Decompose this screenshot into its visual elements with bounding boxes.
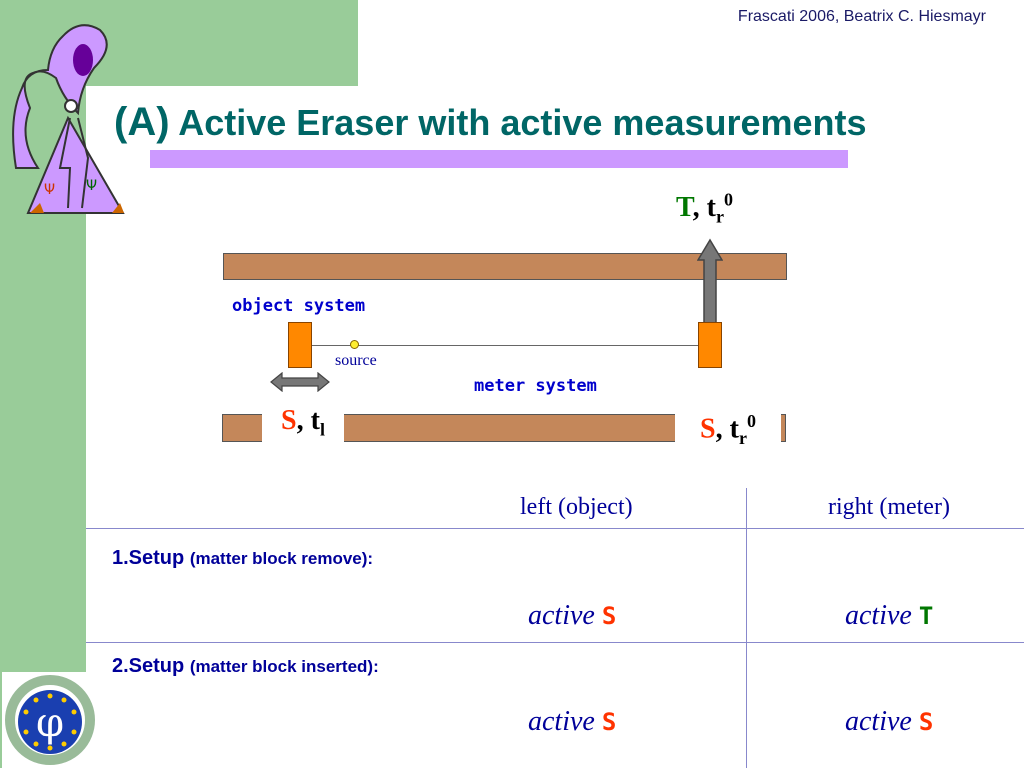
setup-2-right-word: active [845,706,912,737]
right-bottom-label [675,402,781,448]
column-header-left: left (object) [520,494,633,520]
table-column-divider [746,488,747,768]
setup-2-title: 2.Setup [112,655,185,677]
setup-1-left-letter: S [601,602,617,630]
conference-logo-icon [2,672,98,768]
setup-2-right-letter: S [918,708,934,736]
left-label-sub: l [319,419,325,440]
slide-title [114,100,867,145]
object-system-label: object system [232,296,366,316]
top-label-letter: T [676,192,693,224]
svg-text:φ: φ [35,700,65,746]
title-text: Active Eraser with active measurements [178,102,867,143]
source-label: source [335,352,377,369]
title-prefix: (A) [114,100,170,144]
setup-1-left-word: active [528,600,595,631]
left-label-letter: S [281,405,297,436]
source-dot [350,340,359,349]
top-detector-label [676,190,733,228]
setup-1-note: (matter block remove): [189,549,374,568]
top-label-sup: 0 [723,190,733,210]
setup-2-left-word: active [528,706,595,737]
meter-system-label: meter system [474,376,597,396]
setup-2-label [112,655,379,678]
author-line: Frascati 2006, Beatrix C. Hiesmayr [737,8,986,25]
setup-1-title: 1.Setup [112,547,185,569]
right-label-sup: 0 [746,411,756,431]
left-label-rest: , t [296,405,320,436]
setup-1-label [112,547,373,570]
svg-text:Ψ: Ψ [86,178,98,194]
setup-1-right-word: active [845,600,912,631]
setup-2-left-letter: S [601,708,617,736]
setup-1-right-value [845,600,933,632]
setup-1-right-letter: T [918,602,934,630]
beam-line [312,345,698,346]
setup-2-right-value [845,706,933,738]
right-label-rest: , t [715,413,739,445]
right-label-letter: S [700,413,716,445]
top-label-rest: , t [692,192,716,224]
table-row-rule [86,642,1024,643]
setup-2-note: (matter block inserted): [189,657,379,676]
column-header-right: right (meter) [828,494,950,520]
double-arrow-icon [270,372,330,392]
top-label-sub: r [715,206,724,227]
cartoon-mascot-icon [8,18,128,218]
setup-2-left-value [528,706,616,738]
title-underline-bar [150,150,848,168]
left-bottom-label [262,402,344,442]
setup-1-left-value [528,600,616,632]
table-header-rule [86,528,1024,529]
right-label-sub: r [738,427,747,448]
left-detector [288,322,312,368]
svg-text:Ψ: Ψ [44,182,56,198]
right-detector [698,322,722,368]
